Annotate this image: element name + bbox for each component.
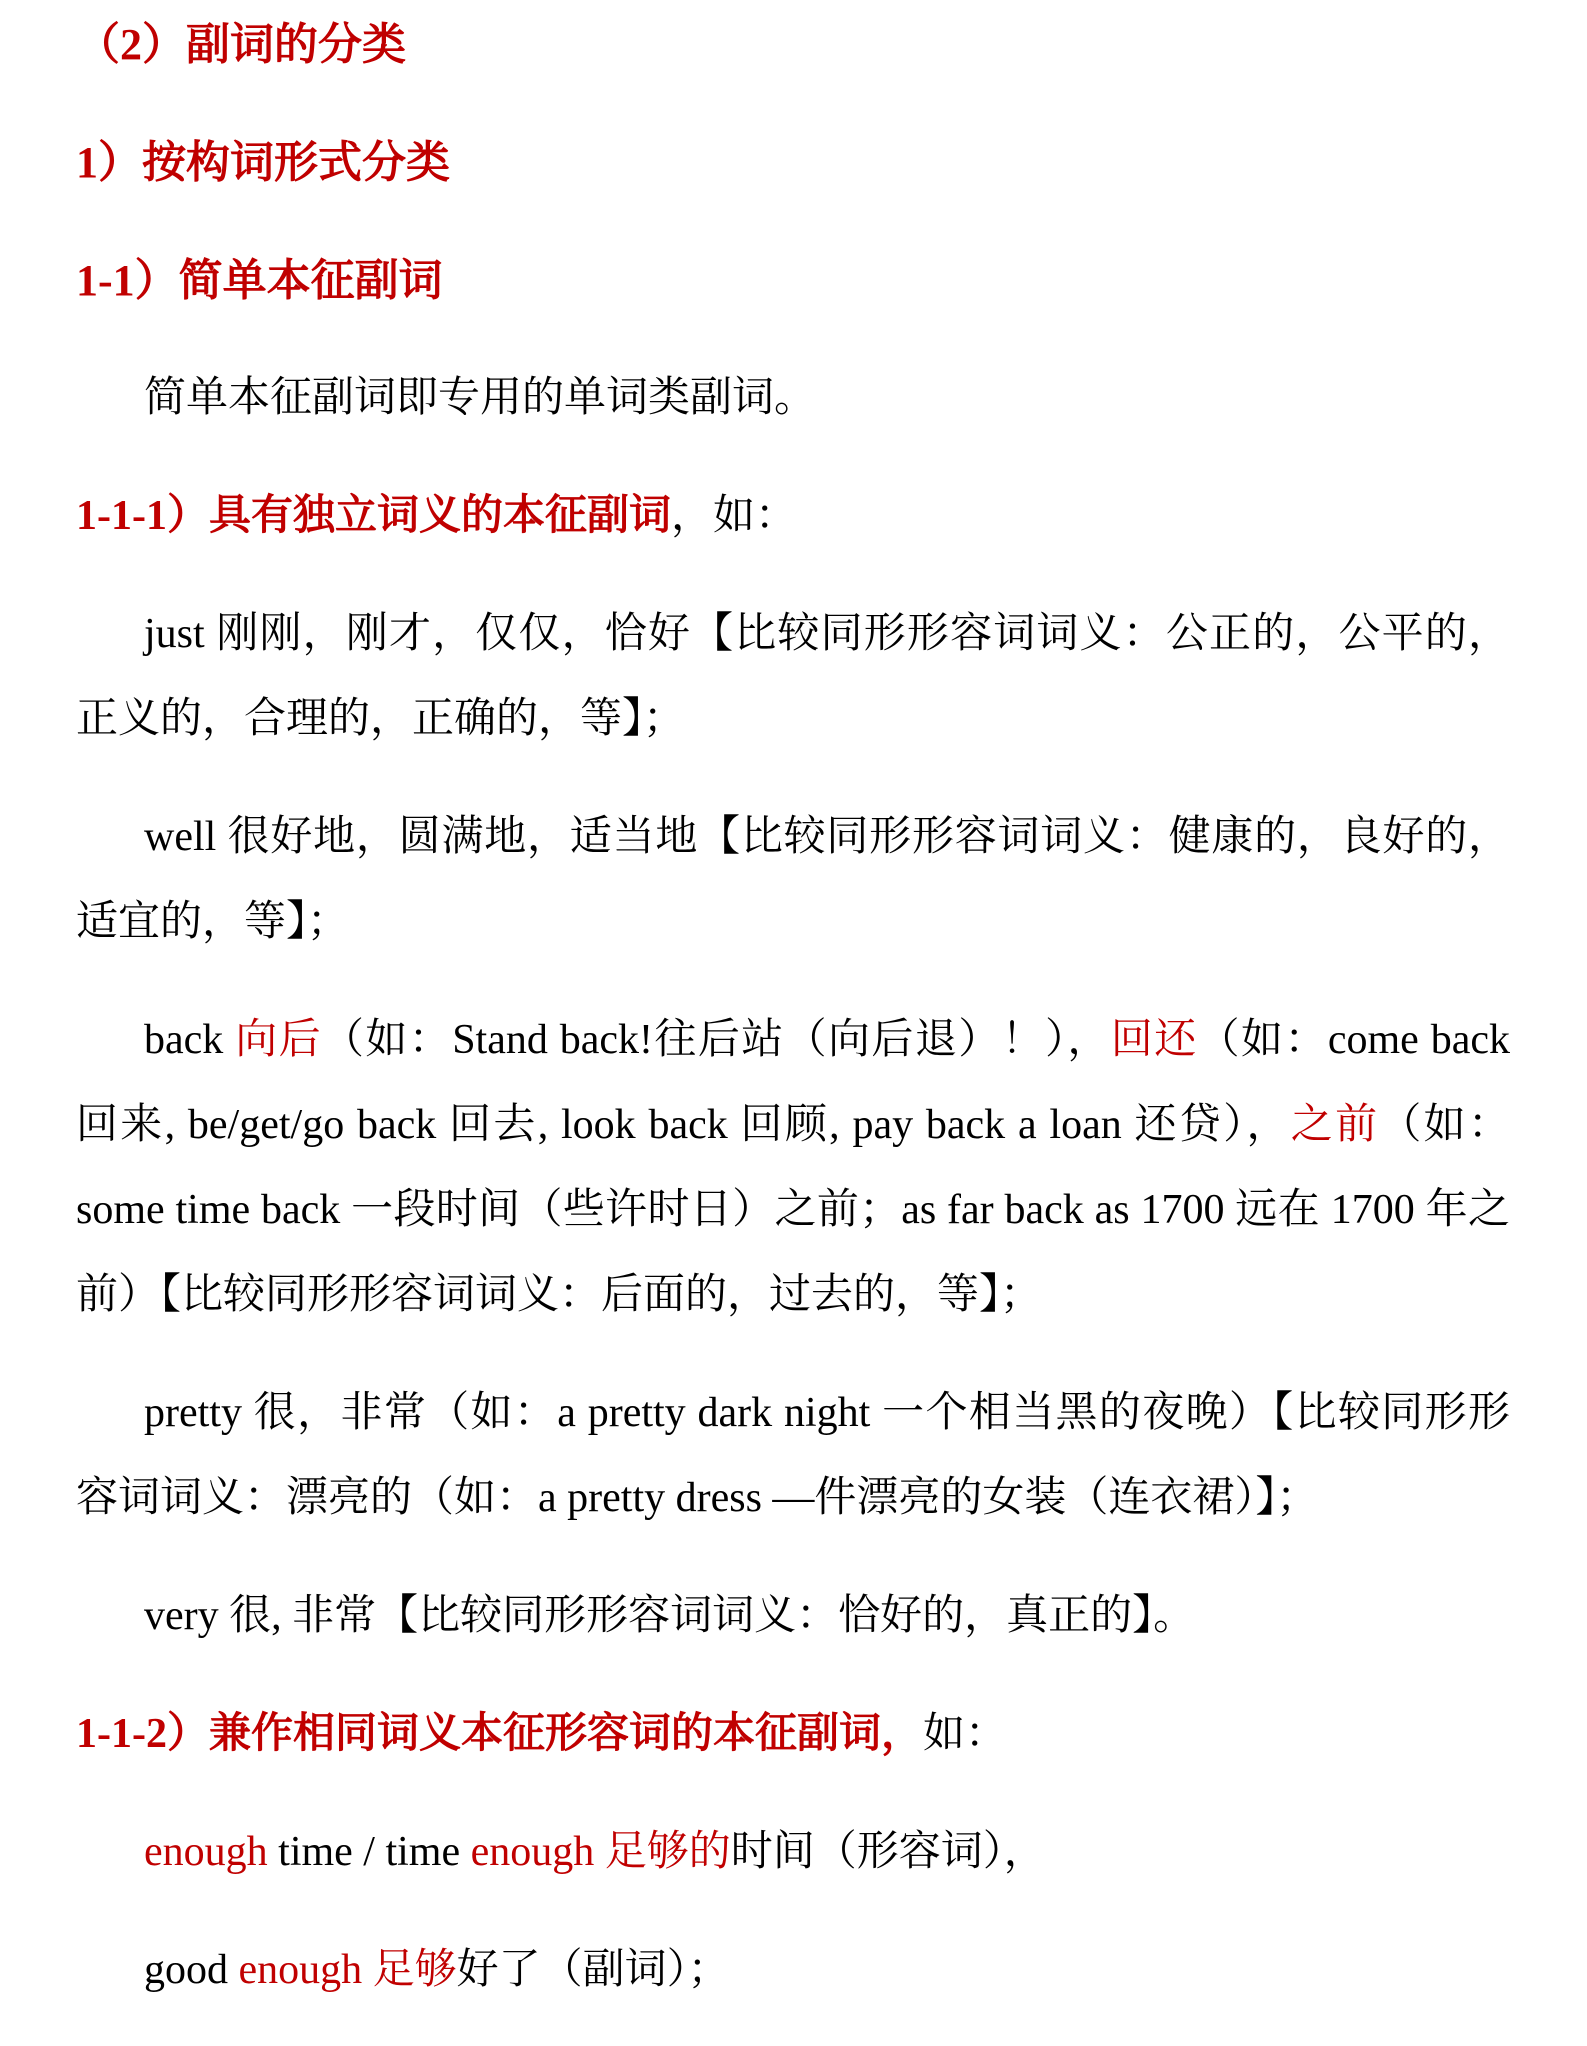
section-heading [76, 474, 1510, 559]
text-segment: 向后 [235, 1017, 322, 1063]
text-segment: （如：Stand back!往后站（向后退）！）， [322, 1017, 1111, 1063]
paragraph [76, 1928, 1510, 2013]
paragraph [76, 998, 1510, 1338]
text-segment: 回还 [1110, 1017, 1198, 1063]
text-segment: well 很好地，圆满地，适当地【比较同形形容词词义：健康的，良好的，适宜的，等】； [76, 814, 1510, 945]
text-segment: pretty 很，非常（如：a pretty dark night 一个相当黑的夜晚）【比较同形形容词词义：漂亮的（如：a pretty dress —件漂亮的女装（连衣裙）】； [76, 1390, 1510, 1521]
text-segment: 之前 [1290, 1102, 1380, 1148]
text-segment: back [144, 1017, 236, 1063]
paragraph [76, 1574, 1510, 1659]
text-segment: 1）按构词形式分类 [76, 138, 450, 187]
paragraph [76, 1371, 1510, 1541]
paragraph [76, 592, 1510, 762]
text-segment: 1-1-1）具有独立词义的本征副词 [76, 493, 671, 539]
text-segment: enough [144, 1829, 268, 1875]
paragraph [76, 795, 1510, 965]
text-segment: 1-1-2）兼作相同词义本征形容词的本征副词， [76, 1711, 923, 1757]
document-blocks [76, 2, 1510, 2013]
text-segment: 好了（副词）； [456, 1947, 730, 1993]
paragraph [76, 356, 1510, 441]
text-segment: very 很, 非常【比较同形形容词词义：恰好的，真正的】。 [144, 1593, 1196, 1639]
text-segment: ，如： [670, 493, 797, 539]
text-segment: （如：come back 回来, be/get/go back 回去, look back 回顾, pay back a loan 还贷）， [76, 1017, 1510, 1148]
section-heading [76, 1692, 1510, 1777]
text-segment: good [144, 1947, 239, 1993]
text-segment: enough 足够的 [470, 1829, 731, 1875]
text-segment: 如： [922, 1711, 1007, 1757]
text-segment: 时间（形容词）， [730, 1829, 1046, 1875]
section-heading [76, 2, 1510, 87]
text-segment: （如：some time back 一段时间（些许时日）之前；as far back as 1700 远在 1700 年之前）【比较同形形容词词义：后面的，过去的，等】； [76, 1102, 1510, 1318]
text-segment: （2）副词的分类 [76, 20, 406, 69]
paragraph [76, 1810, 1510, 1895]
text-segment: time / time [267, 1829, 471, 1875]
text-segment: 1-1）简单本征副词 [76, 256, 443, 305]
section-heading [76, 120, 1510, 205]
text-segment: 简单本征副词即专用的单词类副词。 [144, 375, 817, 421]
section-heading [76, 238, 1510, 323]
text-segment: just 刚刚，刚才，仅仅，恰好【比较同形形容词词义：公正的，公平的，正义的，合理的，正确的，等】； [76, 611, 1510, 742]
text-segment: enough 足够 [238, 1947, 457, 1993]
